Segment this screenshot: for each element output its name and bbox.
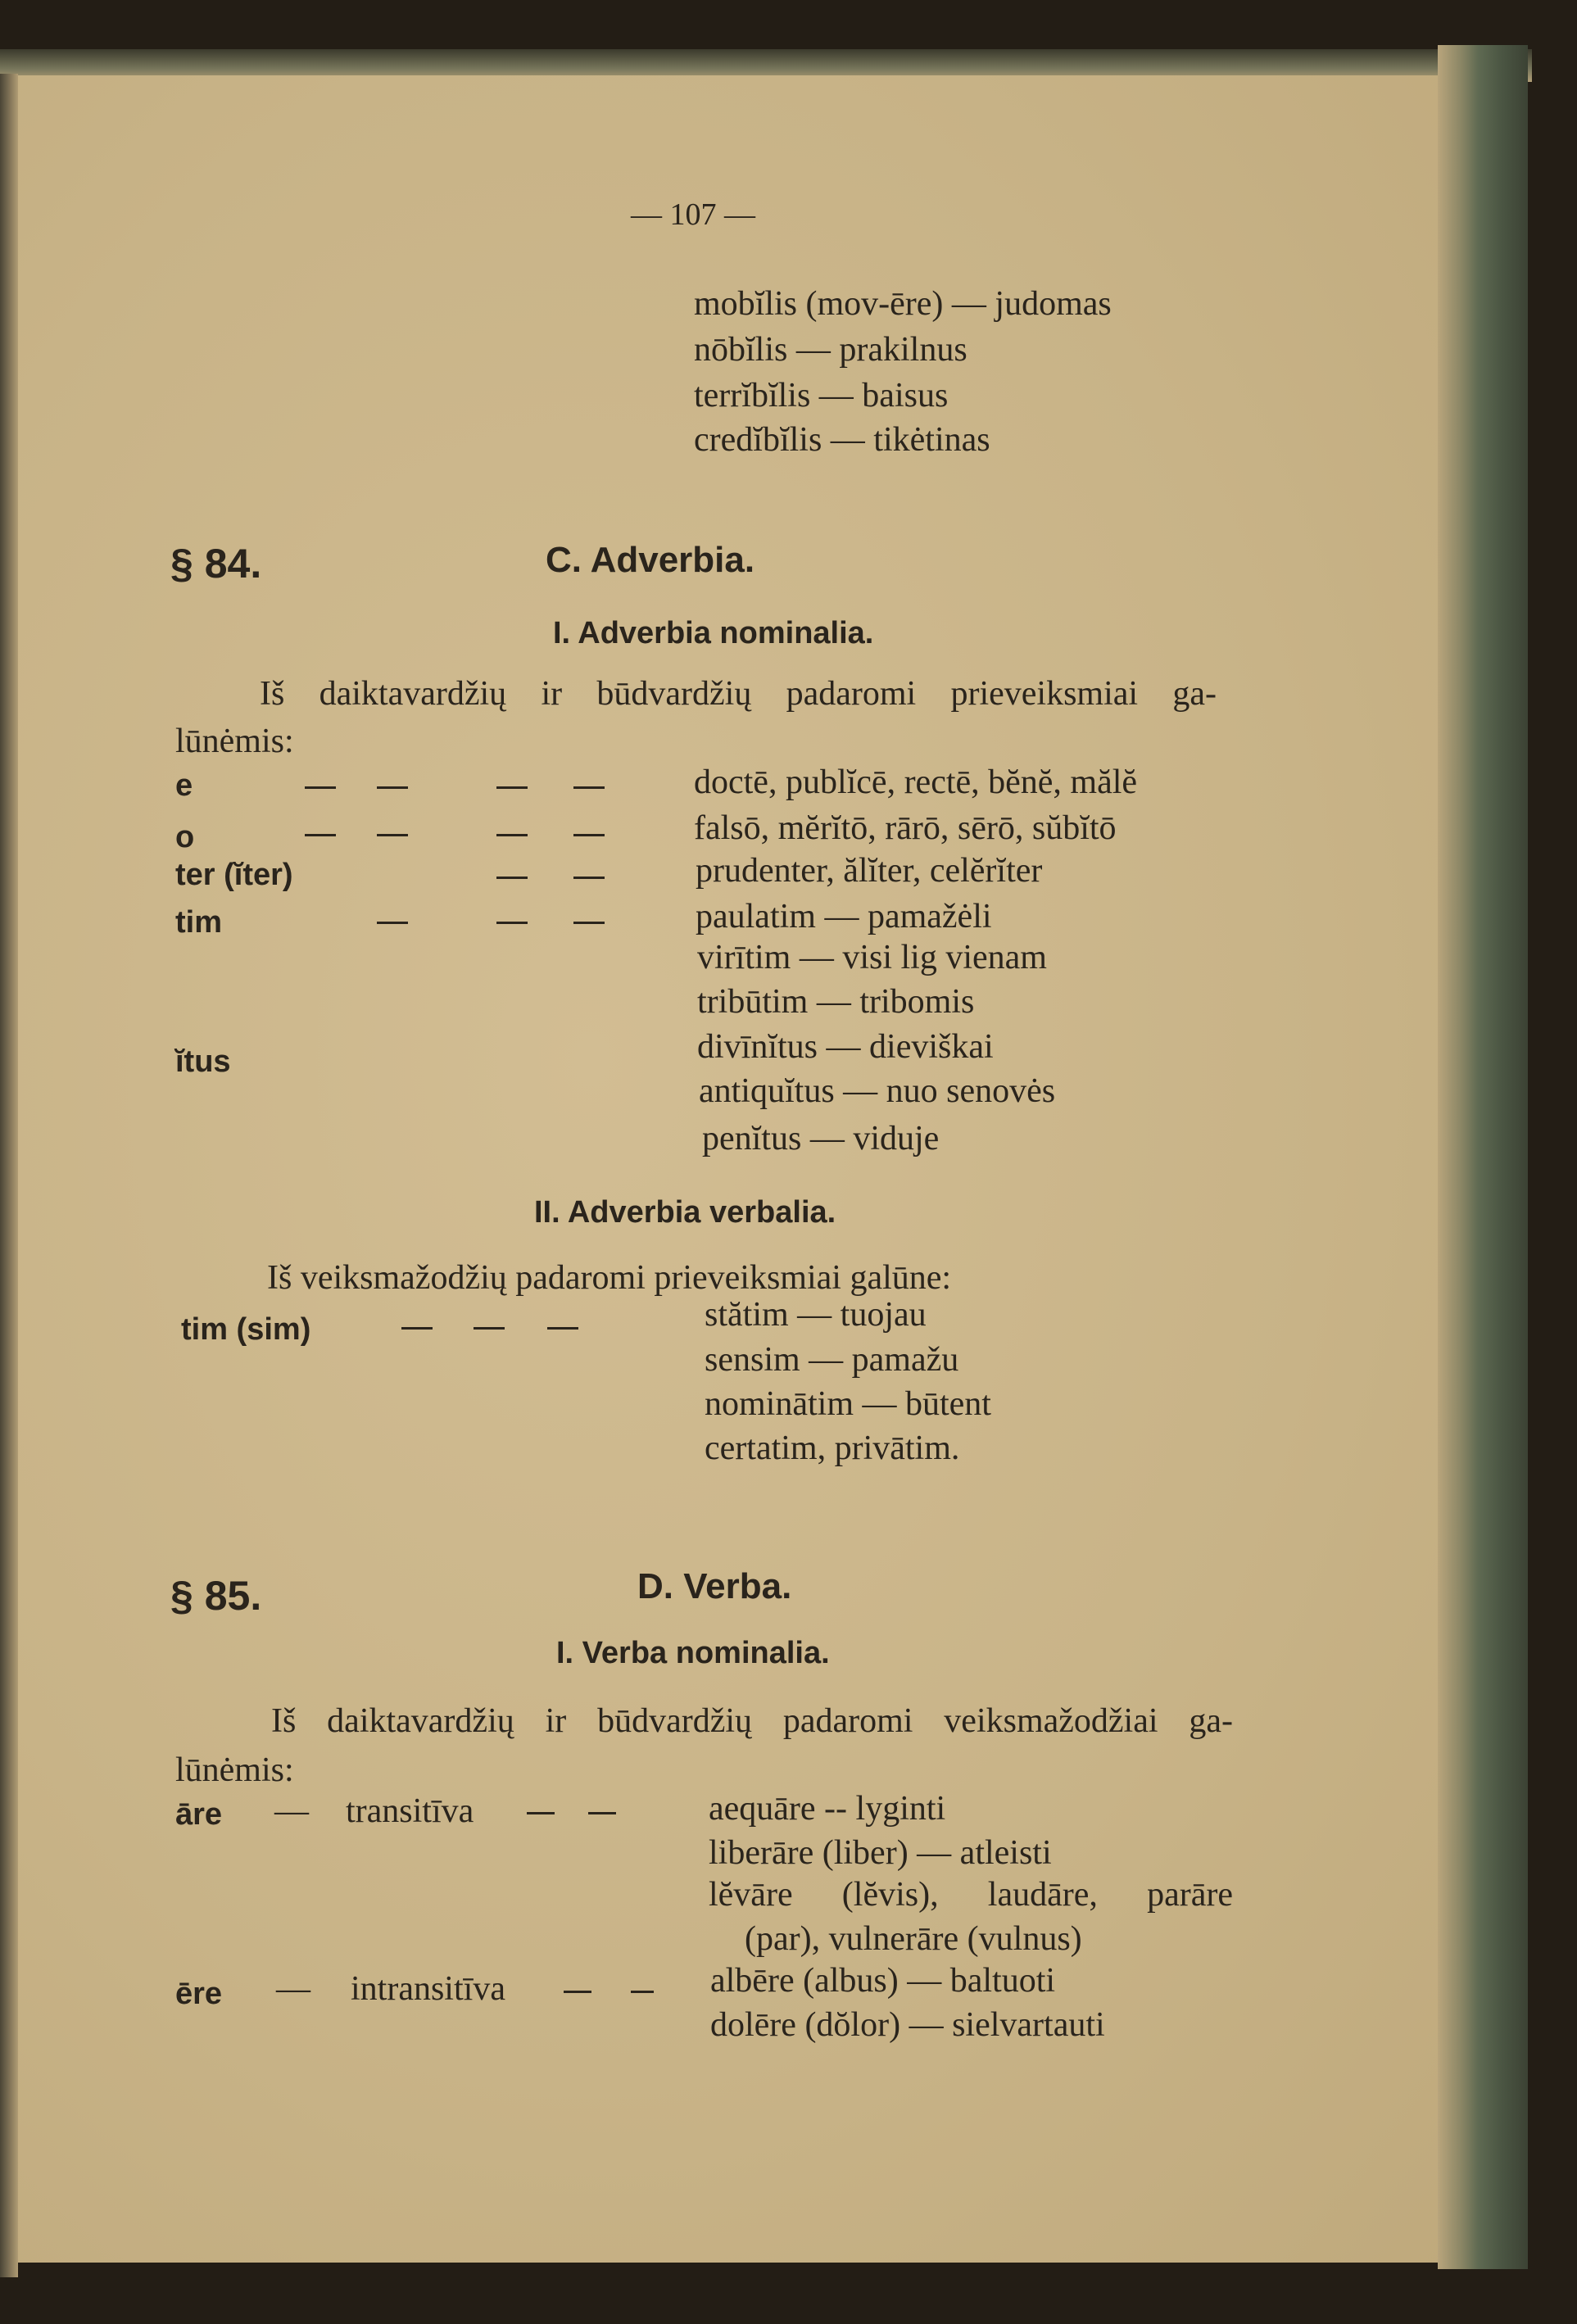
section-number: § 85.	[170, 1573, 262, 1619]
dash	[588, 1812, 616, 1814]
example-line: albēre (albus) — baltuoti	[710, 1962, 1056, 2000]
example-line: mobĭlis (mov-ēre) — judomas	[694, 285, 1112, 323]
dash	[377, 786, 408, 789]
dash	[496, 786, 528, 789]
example-line: penĭtus — viduje	[702, 1120, 940, 1157]
example-line: credĭbĭlis — tikėtinas	[694, 421, 990, 459]
dash	[377, 922, 408, 924]
example-line: falsō, mĕrĭtō, rārō, sērō, sŭbĭtō	[694, 809, 1117, 847]
example-line: prudenter, ălĭter, celĕrĭter	[696, 852, 1043, 890]
example-line: nominātim — būtent	[705, 1385, 991, 1423]
example-line: lĕvāre (lĕvis), laudāre, parāre	[709, 1876, 1233, 1914]
paragraph-line: Iš veiksmažodžių padaromi prieveiksmiai galūne:	[267, 1259, 952, 1297]
dash-text: —	[274, 1792, 309, 1830]
subsection-title: I. Adverbia nominalia.	[553, 616, 874, 650]
paragraph-line: lūnėmis:	[175, 723, 294, 760]
suffix-label: e	[175, 768, 193, 803]
suffix-label: tim	[175, 905, 222, 940]
suffix-label: ter (ĭter)	[175, 858, 293, 892]
example-line: liberāre (liber) — atleisti	[709, 1834, 1052, 1872]
suffix-label: o	[175, 820, 195, 854]
subsection-title: II. Adverbia verbalia.	[534, 1195, 836, 1230]
paragraph-line: Iš daiktavardžių ir būdvardžių padaromi prieveiksmiai ga-	[260, 675, 1217, 713]
example-line: nōbĭlis — prakilnus	[694, 331, 967, 369]
example-line: stătim — tuojau	[705, 1296, 927, 1334]
paragraph-line: Iš daiktavardžių ir būdvardžių padaromi veiksmažodžiai ga-	[271, 1702, 1233, 1740]
dash	[564, 1991, 591, 1993]
suffix-label: ēre	[175, 1977, 223, 2011]
suffix-label: āre	[175, 1797, 223, 1832]
dash	[496, 834, 528, 836]
example-line: antiquĭtus — nuo senovės	[699, 1072, 1056, 1110]
dash	[547, 1327, 578, 1330]
page-number: — 107 —	[631, 197, 755, 232]
dash	[573, 834, 605, 836]
suffix-label: tim (sim)	[181, 1312, 311, 1347]
dash	[573, 786, 605, 789]
suffix-label: ĭtus	[175, 1044, 231, 1079]
book-left-edge	[0, 74, 18, 2277]
example-line: aequāre -- lyginti	[709, 1790, 946, 1828]
example-line: tribūtim — tribomis	[697, 983, 975, 1021]
verb-type: transitīva	[346, 1792, 474, 1830]
dash	[305, 786, 336, 789]
section-title: D. Verba.	[637, 1566, 792, 1606]
dash	[573, 922, 605, 924]
verb-type: intransitīva	[351, 1970, 505, 2008]
dash	[631, 1991, 654, 1993]
dash	[401, 1327, 433, 1330]
example-line: virītim — visi lig vienam	[697, 939, 1047, 976]
book-binding-edge	[1438, 45, 1528, 2269]
dash	[474, 1327, 505, 1330]
example-line: doctē, publĭcē, rectē, bĕnĕ, mălĕ	[694, 763, 1138, 801]
paragraph-line: lūnėmis:	[175, 1751, 294, 1789]
section-number: § 84.	[170, 541, 262, 587]
example-line: certatim, privātim.	[705, 1429, 960, 1467]
dash	[527, 1812, 555, 1814]
example-line: sensim — pamažu	[705, 1341, 959, 1379]
dash-text: —	[276, 1970, 310, 2008]
dash	[573, 877, 605, 879]
example-line: dolēre (dŏlor) — sielvartauti	[710, 2006, 1105, 2044]
dash	[377, 834, 408, 836]
example-line: divīnĭtus — dieviškai	[697, 1028, 994, 1066]
dash	[496, 877, 528, 879]
dash	[305, 834, 336, 836]
example-line: terrĭbĭlis — baisus	[694, 377, 949, 415]
example-line: (par), vulnerāre (vulnus)	[745, 1920, 1082, 1958]
subsection-title: I. Verba nominalia.	[556, 1636, 830, 1670]
dash	[496, 922, 528, 924]
example-line: paulatim — pamažėli	[696, 898, 992, 935]
section-title: C. Adverbia.	[546, 540, 755, 580]
